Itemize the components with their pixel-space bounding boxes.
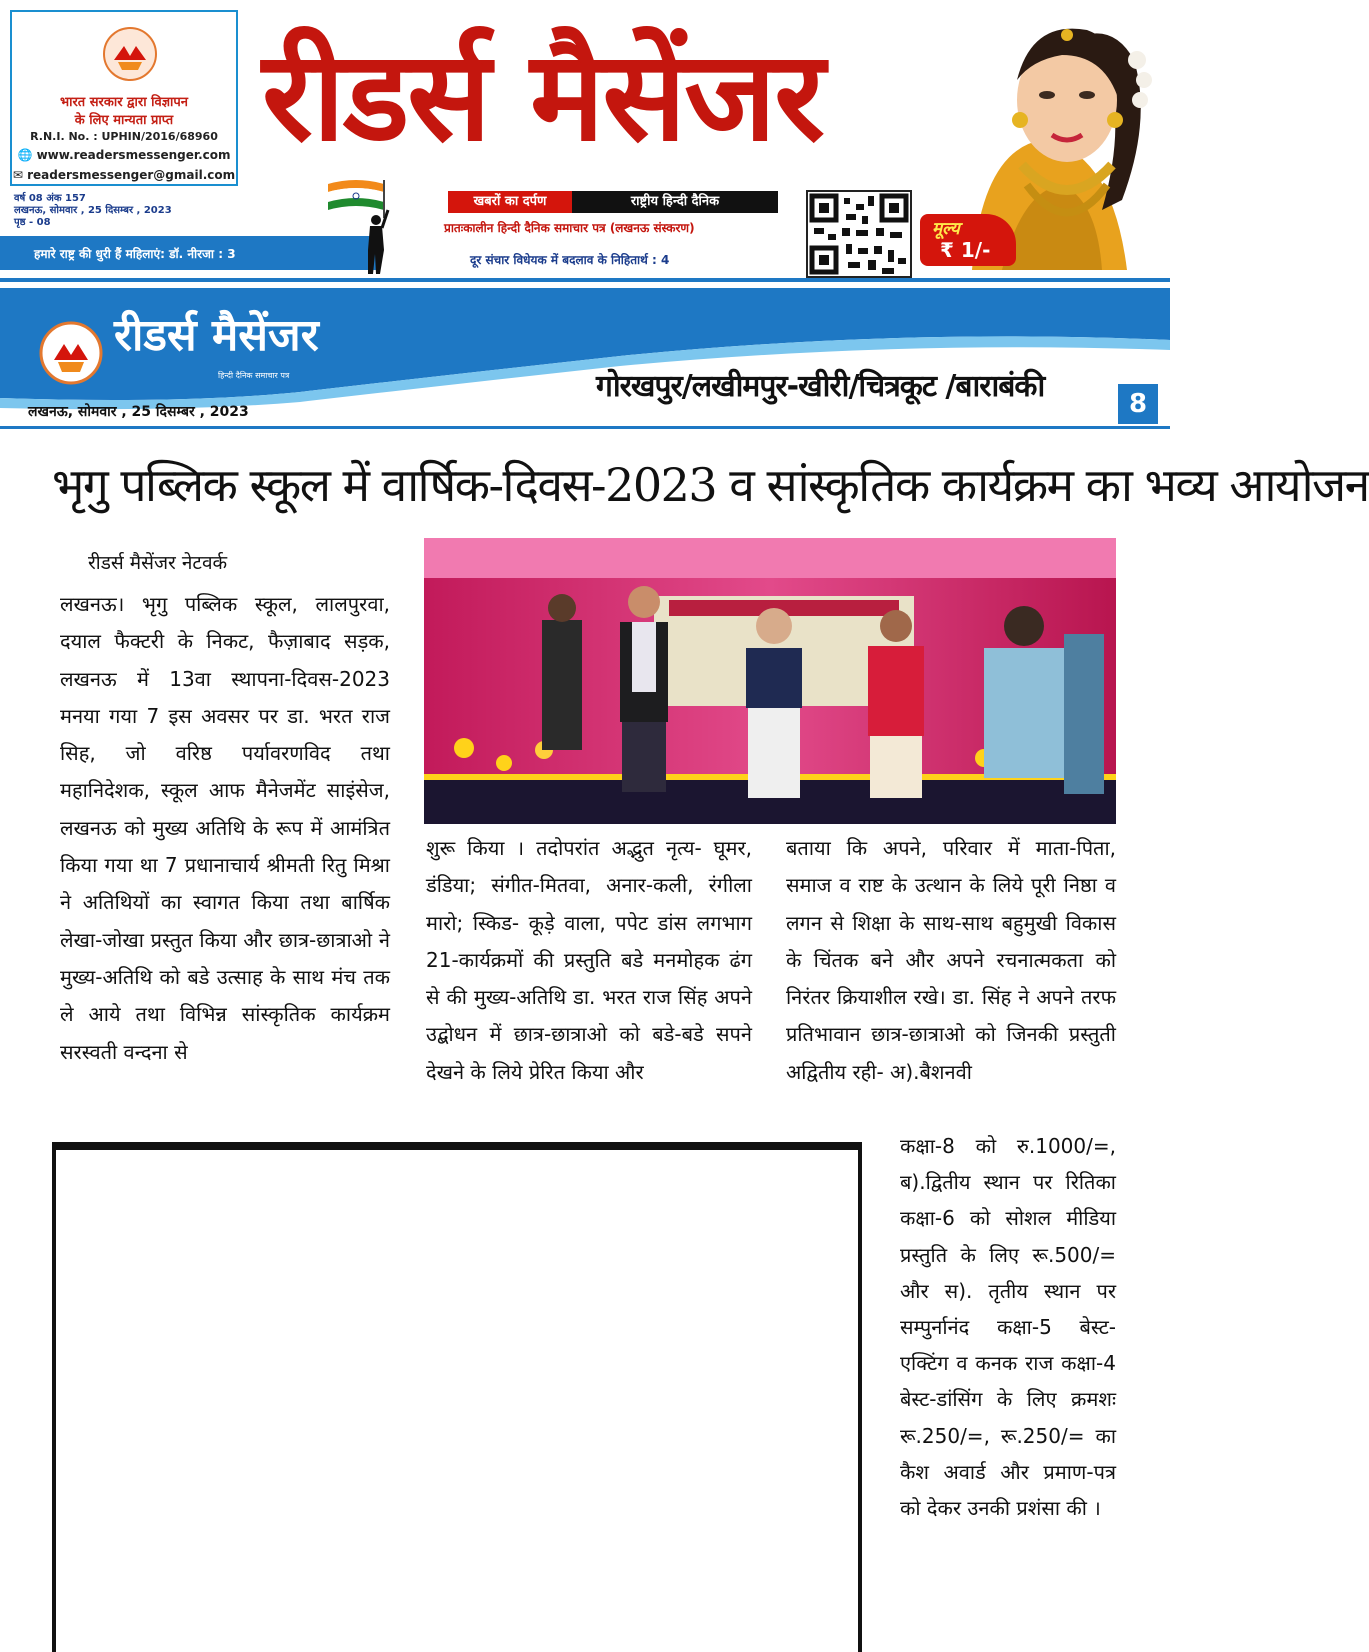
teaser-left-text: हमारे राष्ट्र की धुरी हैं महिलाएं: डॉ. नीरजा : 3 [34, 247, 236, 261]
price-label: मूल्य [932, 219, 960, 239]
article-column-2: शुरू किया । तदोपरांत अद्भुत नृत्य- घूमर, डंडिया; संगीत-मितवा, अनार-कली, रंगीला मारो; स्किड- कूड़े वाला, पपेट डांस लगभाग 21-कार्यक्रमों की प्रस्तुति बडे मनमोहक ढंग से की मुख्य-अतिथि डा. भरत राज सिंह अपने उद्बोधन में छात्र-छात्राओ को बडे-बडे सपने देखने के लिये प्रेरित किया और [426, 836, 752, 1084]
email-text: readersmessenger@gmail.com [27, 168, 236, 182]
edition-pages: पृष्ठ - 08 [14, 217, 51, 228]
masthead-divider [0, 278, 1170, 282]
page-number: 8 [1118, 384, 1158, 424]
brand-title: रीडर्स मैसेंजर [262, 24, 823, 169]
teaser-mid-text: दूर संचार विधेयक में बदलाव के निहितार्थ : 4 [470, 253, 670, 267]
teaser-mid-bar [398, 244, 788, 274]
website [12, 148, 236, 162]
empty-ad-box [52, 1142, 862, 1652]
page-header-sub: हिन्दी दैनिक समाचार पत्र [218, 371, 290, 380]
tagline-black: राष्ट्रीय हिन्दी दैनिक [630, 194, 720, 209]
mail-icon: ✉ [12, 168, 28, 182]
edition-info [14, 193, 234, 229]
teaser-left-bar [0, 236, 380, 270]
registration-line-2: के लिए मान्यता प्राप्त [74, 113, 174, 128]
page-header-date: लखनऊ, सोमवार , 25 दिसम्बर , 2023 [28, 404, 249, 420]
tagline-bar [448, 191, 778, 213]
registration-box [10, 10, 238, 186]
registration-line-1: भारत सरकार द्वारा विज्ञापन [59, 95, 188, 110]
page-header-logo-icon [40, 322, 102, 384]
page-header-band [0, 288, 1170, 428]
website-text: www.readersmessenger.com [36, 148, 231, 162]
qr-code-icon [806, 190, 912, 278]
article-column-4: कक्षा-8 को रु.1000/=, ब).द्वितीय स्थान पर रितिका कक्षा-6 को सोशल मीडिया प्रस्तुति के लिए रू.500/= और स). तृतीय स्थान पर सम्पुर्नानंद कक्षा-5 बेस्ट-एक्टिंग व कनक राज कक्षा-4 बेस्ट-डांसिंग के लिए क्रमशः रू.250/=, रू.250/= का कैश अवार्ड और प्रमाण-पत्र को देकर उनकी प्रशंसा की । [900, 1134, 1116, 1521]
tagline-red: खबरों का दर्पण [448, 191, 572, 213]
article-headline: भृगु पब्लिक स्कूल में वार्षिक-दिवस-2023 व सांस्कृतिक कार्यक्रम का भव्य आयोजन [52, 458, 1369, 512]
article-byline: रीडर्स मैसेंजर नेटवर्क [88, 552, 228, 574]
email [12, 168, 236, 182]
rni-number: R.N.I. No. : UPHIN/2016/68960 [30, 130, 218, 143]
edition-volume: वर्ष 08 अंक 157 [14, 193, 86, 204]
globe-icon: 🌐 [17, 148, 37, 162]
event-photo [424, 538, 1116, 824]
article-column-1: लखनऊ। भृगु पब्लिक स्कूल, लालपुरवा, दयाल फैक्टरी के निकट, फैज़ाबाद सड़क, लखनऊ में 13वा स्थापना-दिवस-2023 मनया गया 7 इस अवसर पर डा. भरत राज सिह, जो वरिष्ठ पर्यावरणविद तथा महानिदेशक, स्कूल आफ मैनेजमेंट साइंसेज, लखनऊ को मुख्य अतिथि के रूप में आमंत्रित किया गया था 7 प्रधानाचार्य श्रीमती रितु मिश्रा ने अतिथियों का स्वागत किया तथा बार्षिक लेखा-जोखा प्रस्तुत किया और छात्र-छात्राओ ने मुख्य-अतिथि को बडे उत्साह के साथ मंच तक ले आये तथा विभिन्न सांस्कृतिक कार्यक्रम सरस्वती वन्दना से [60, 592, 390, 1064]
morning-edition-line: प्रातःकालीन हिन्दी दैनिक समाचार पत्र (लखनऊ संस्करण) [444, 221, 695, 235]
band-rule [0, 426, 1170, 429]
page-header-brand: रीडर्स मैसेंजर [114, 310, 319, 361]
article-column-3: बताया कि अपने, परिवार में माता-पिता, समाज व राष्ट के उत्थान के लिये पूरी निष्ठा व लगन से शिक्षा के साथ-साथ बहुमुखी विकास के चिंतक बने और अपने रचनात्मकता को निरंतर क्रियाशील रखे। डा. सिंह ने अपने तरफ प्रतिभावान छात्र-छात्राओ को जिनकी प्रस्तुती अद्वितीय रही- अ).बैशनवी [786, 836, 1116, 1084]
price-value: ₹ 1/- [940, 238, 991, 262]
edition-date: लखनऊ, सोमवार , 25 दिसम्बर , 2023 [14, 205, 172, 216]
price-badge [920, 214, 1016, 266]
page-header-cities: गोरखपुर/लखीमपुर-खीरी/चित्रकूट /बाराबंकी [596, 369, 1045, 404]
newspaper-logo-icon [102, 26, 158, 82]
flag-bearer-silhouette-icon [360, 210, 390, 274]
